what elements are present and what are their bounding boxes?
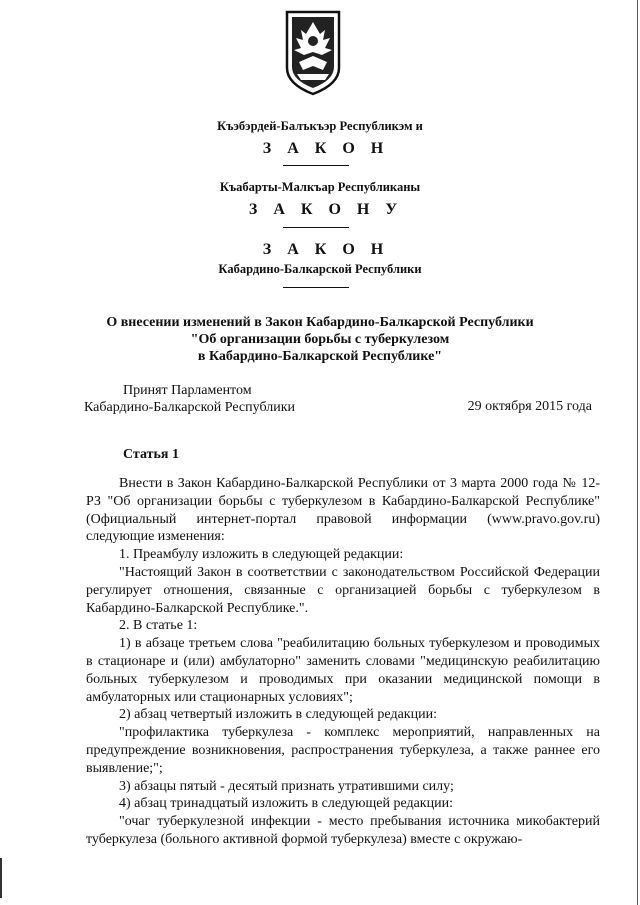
article-paragraph: Внести в Закон Кабардино-Балкарской Республики от 3 марта 2000 года № 12-РЗ "Об организации борьбы с туберкулезом в Кабардино-Балкарской Республике" (Официальный интернет-портал правовой информации (www.pravo.gov.ru) следующие изменения: xyxy=(86,476,600,545)
adopted-by-parliament: Кабардино-Балкарской Республики xyxy=(84,400,295,415)
article-paragraph: 3) абзацы пятый - десятый признать утратившими силу; xyxy=(119,778,454,794)
scan-edge-mark xyxy=(0,858,2,898)
article-paragraph: 2. В статье 1: xyxy=(119,618,198,634)
article-paragraph: "очаг туберкулезной инфекции - место пребывания источника микобактерий туберкулеза (больного активной формой туберкулеза) вместе с окружаю- xyxy=(86,814,600,847)
coat-of-arms-emblem xyxy=(285,10,341,96)
header-divider-3 xyxy=(283,287,349,288)
article-heading: Статья 1 xyxy=(123,447,179,462)
header-divider-1 xyxy=(283,165,349,166)
karachay-balkar-law-heading: З А К О Н У xyxy=(248,201,404,218)
law-title-line-2: "Об организации борьбы с туберкулезом xyxy=(190,332,450,347)
kabardian-republic-label: Къэбэрдей-Балъкъэр Республикэм и xyxy=(217,119,423,133)
adoption-date: 29 октября 2015 года xyxy=(467,399,592,414)
header-divider-2 xyxy=(283,227,349,228)
article-paragraph: 4) абзац тринадцатый изложить в следующей редакции: xyxy=(119,796,453,812)
law-title-line-3: в Кабардино-Балкарской Республике" xyxy=(197,349,443,364)
article-paragraph: 2) абзац четвертый изложить в следующей редакции: xyxy=(119,707,437,723)
karachay-balkar-republic-label: Къабарты-Малкъар Республиканы xyxy=(219,180,421,194)
article-paragraph: 1. Преамбулу изложить в следующей редакции: xyxy=(119,547,404,563)
kabardian-law-heading: З А К О Н xyxy=(262,140,390,157)
article-paragraph: "Настоящий Закон в соответствии с законодательством Российской Федерации регулирует отношения, связанные с организацией борьбы с туберкулезом в Кабардино-Балкарской Республике.". xyxy=(86,564,600,616)
article-paragraph: "профилактика туберкулеза - комплекс мероприятий, направленных на предупреждение возникновения, распространения туберкулеза, а также раннее его выявление;"; xyxy=(86,725,600,776)
russian-law-heading: З А К О Н xyxy=(262,241,390,258)
article-paragraph: 1) в абзаце третьем слова "реабилитацию больных туберкулезом и проводимых в стационаре и (или) амбулаторно" заменить словами "медицинскую реабилитацию больных туберкулезом и проводимых при оказании медицинской помощи в амбулаторных или стационарных условиях"; xyxy=(86,636,600,705)
page-edge-line xyxy=(637,0,638,905)
adopted-by-label: Принят Парламентом xyxy=(123,383,252,398)
law-title-line-1: О внесении изменений в Закон Кабардино-Балкарской Республики xyxy=(106,315,534,330)
article-body xyxy=(86,475,600,849)
russian-republic-label: Кабардино-Балкарской Республики xyxy=(218,262,422,276)
